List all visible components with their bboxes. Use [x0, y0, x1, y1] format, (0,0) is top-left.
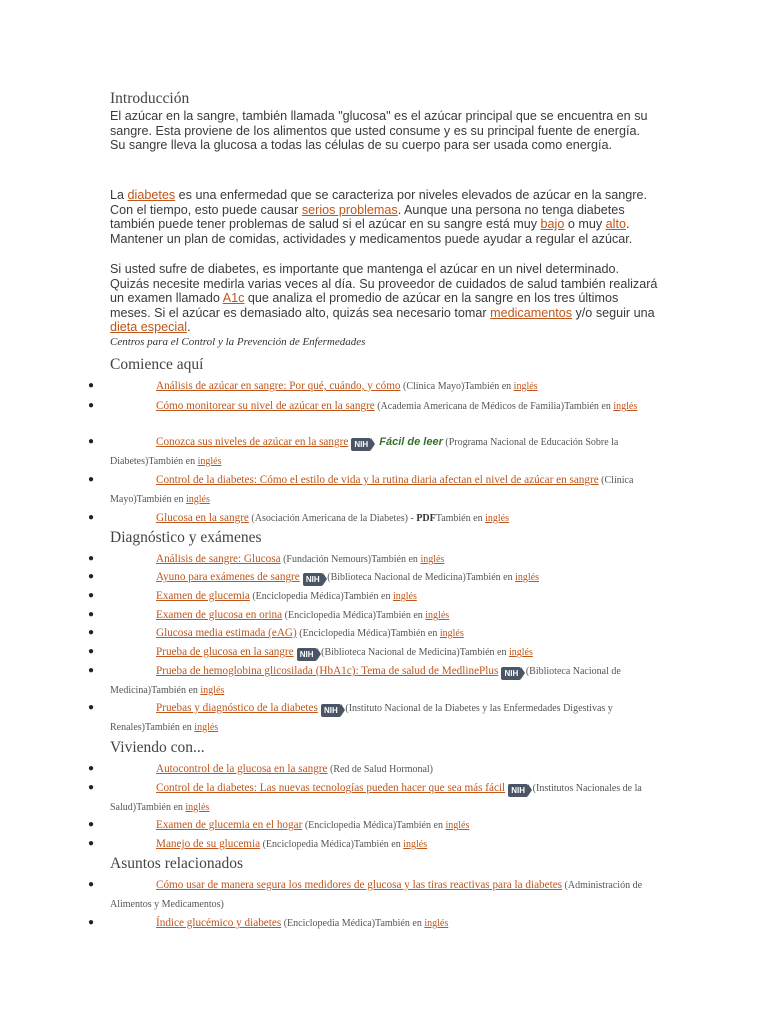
resource-source: (Enciclopedia Médica) — [249, 591, 344, 602]
english-link[interactable]: inglés — [185, 493, 210, 505]
also-in-label: También en — [151, 684, 201, 696]
english-link[interactable]: inglés — [392, 591, 417, 602]
resource-source: (Instituto Nacional de la Diabetes y las Enfermedades Digestivas y Renales) — [110, 703, 613, 733]
resource-source: (Biblioteca Nacional de Medicina) — [110, 666, 621, 696]
resource-source: (Enciclopedia Médica) — [281, 918, 376, 929]
nih-icon: NIH — [303, 573, 323, 586]
nih-icon: NIH — [508, 784, 528, 797]
text: es una enfermedad que se caracteriza por niveles elevados de azúcar en la sangre. Con el tiempo, esto puede causar — [110, 188, 647, 217]
text: o muy — [564, 217, 606, 232]
resource-link[interactable]: Pruebas y diagnóstico de la diabetes — [156, 702, 318, 714]
also-in-label: También en — [465, 572, 516, 583]
list-item — [88, 509, 660, 529]
resource-link[interactable]: Ayuno para exámenes de sangre — [156, 571, 300, 583]
intro-source: Centros para el Control y la Prevención de Enfermedades — [110, 336, 366, 348]
list-item — [88, 587, 660, 607]
list-item — [88, 835, 660, 855]
english-link[interactable]: inglés — [403, 839, 428, 850]
list-item — [88, 699, 660, 737]
nih-icon: NIH — [501, 667, 521, 680]
also-in-label: También en — [343, 591, 393, 602]
bullet: ● — [88, 553, 95, 564]
resource-source: (Enciclopedia Médica) — [260, 839, 354, 850]
also-in-label: También en — [396, 820, 446, 831]
english-link[interactable]: inglés — [445, 820, 470, 831]
also-in-label: También en — [459, 647, 509, 658]
also-in-label: También en — [136, 801, 186, 813]
also-in-label: También en — [353, 839, 404, 850]
list-item — [88, 433, 660, 471]
link-a1c[interactable]: A1c — [222, 291, 245, 306]
list-item — [88, 760, 660, 780]
bullet: ● — [88, 380, 95, 391]
resource-link[interactable]: Índice glucémico y diabetes — [156, 917, 282, 929]
resource-link[interactable]: Manejo de su glucemia — [156, 838, 261, 850]
english-link[interactable]: inglés — [485, 513, 509, 524]
english-link[interactable]: inglés — [420, 554, 445, 565]
section-heading-asuntos: Asuntos relacionados — [110, 855, 244, 872]
bullet: ● — [88, 879, 95, 890]
bullet: ● — [88, 763, 95, 774]
resource-source: (Asociación Americana de la Diabetes) - — [248, 513, 417, 524]
text: . Mantener un plan de comidas, actividades y medicamentos puede ayudar a regular el azúcar. — [110, 217, 633, 246]
list-item — [88, 471, 660, 509]
resource-link[interactable]: Prueba de glucosa en la sangre — [156, 646, 294, 658]
resource-link[interactable]: Cómo usar de manera segura los medidores de glucosa y las tiras reactivas para la diabetes — [156, 879, 563, 891]
link-dieta-especial[interactable]: dieta especial — [110, 320, 188, 335]
also-in-label: También en — [390, 628, 440, 639]
resource-source: (Enciclopedia Médica) — [296, 628, 391, 639]
list-item — [88, 550, 660, 570]
text: que analiza el promedio de azúcar en la sangre en los tres últimos meses. Si el azúcar es demasiado alto, quizás sea necesario tomar — [110, 291, 619, 320]
link-bajo[interactable]: bajo — [540, 217, 565, 232]
english-link[interactable]: inglés — [613, 401, 638, 412]
text: . — [187, 320, 191, 335]
resource-link[interactable]: Autocontrol de la glucosa en la sangre — [156, 763, 328, 775]
bullet: ● — [88, 838, 95, 849]
resource-link[interactable]: Prueba de hemoglobina glicosilada (HbA1c): Tema de salud de MedlinePlus — [156, 665, 499, 677]
bullet: ● — [88, 436, 95, 447]
english-link[interactable]: inglés — [439, 628, 464, 639]
resource-link[interactable]: Examen de glucemia — [156, 590, 250, 602]
list-item — [88, 662, 660, 700]
list-item — [88, 624, 660, 644]
list-item — [88, 568, 660, 588]
english-link[interactable]: inglés — [197, 455, 222, 467]
bullet: ● — [88, 702, 95, 713]
nih-icon: NIH — [351, 438, 371, 451]
text: . Aunque una persona no tenga diabetes también puede tener problemas de salud si el azúcar en su sangre está muy — [110, 202, 625, 232]
section-heading-diagnostico: Diagnóstico y exámenes — [110, 529, 262, 546]
resource-source: (Red de Salud Hormonal) — [327, 764, 434, 775]
list-item — [88, 397, 660, 417]
bullet: ● — [88, 474, 95, 485]
also-in-label: También en — [145, 721, 195, 733]
english-link[interactable]: inglés — [185, 801, 210, 813]
list-item — [88, 779, 660, 817]
section-heading-comience: Comience aquí — [110, 356, 204, 373]
resource-source: (Enciclopedia Médica) — [282, 610, 376, 621]
bullet: ● — [88, 571, 95, 582]
also-in-label: También en — [136, 493, 186, 505]
link-diabetes[interactable]: diabetes — [127, 188, 176, 202]
list-item — [88, 377, 660, 397]
bullet: ● — [88, 646, 95, 657]
also-in-label: También en — [464, 381, 514, 392]
also-in-label: También en — [148, 455, 198, 467]
intro-paragraph-3 — [110, 262, 658, 335]
resource-link[interactable]: Examen de glucemia en el hogar — [156, 819, 303, 831]
bullet: ● — [88, 819, 95, 830]
also-in-label: También en — [564, 401, 614, 412]
english-link[interactable]: inglés — [424, 918, 449, 929]
pdf-label: PDF — [416, 513, 436, 524]
resource-link[interactable]: Examen de glucosa en orina — [156, 609, 283, 621]
text: La — [110, 188, 128, 202]
resource-link[interactable]: Análisis de azúcar en sangre: Por qué, cuándo, y cómo — [156, 380, 401, 392]
resource-link[interactable]: Conozca sus niveles de azúcar en la sangre — [156, 436, 349, 448]
english-link[interactable]: inglés — [515, 572, 539, 583]
also-in-label: También en — [371, 554, 421, 565]
resource-source: (Enciclopedia Médica) — [302, 820, 397, 831]
resource-source: (Programa Nacional de Educación Sobre la Diabetes) — [110, 437, 619, 467]
also-in-label: También en — [435, 513, 486, 524]
resource-source: (Clínica Mayo) — [400, 381, 465, 392]
english-link[interactable]: inglés — [508, 647, 533, 658]
resource-source: (Clínica Mayo) — [110, 475, 634, 505]
also-in-label: También en — [375, 610, 426, 621]
english-link[interactable]: inglés — [194, 721, 219, 733]
resource-source: (Biblioteca Nacional de Medicina) — [324, 572, 466, 583]
link-serios-problemas[interactable]: serios problemas — [301, 202, 398, 217]
text: Si usted sufre de diabetes, es importante que mantenga el azúcar en un nivel determinado. Quizás necesite medirla varias veces al día. Su proveedor de cuidados de salud también realizará un examen llamado — [110, 262, 658, 306]
resource-link[interactable]: Glucosa en la sangre — [156, 512, 249, 524]
list-item — [88, 876, 660, 914]
easy-to-read-label: Fácil de leer — [379, 436, 443, 448]
english-link[interactable]: inglés — [200, 684, 225, 696]
bullet: ● — [88, 665, 95, 676]
intro-heading: Introducción — [110, 90, 190, 107]
also-in-label: También en — [375, 918, 425, 929]
bullet: ● — [88, 917, 95, 928]
resource-link[interactable]: Análisis de sangre: Glucosa — [156, 553, 281, 565]
resource-source: (Fundación Nemours) — [280, 554, 372, 565]
bullet: ● — [88, 512, 95, 523]
intro-paragraph-2 — [110, 188, 658, 246]
resource-link[interactable]: Cómo monitorear su nivel de azúcar en la sangre — [156, 400, 375, 412]
bullet: ● — [88, 400, 95, 411]
resource-source: (Academia Americana de Médicos de Familia) — [374, 401, 565, 412]
text: y/o seguir una — [572, 305, 655, 320]
bullet: ● — [88, 609, 95, 620]
bullet: ● — [88, 627, 95, 638]
resource-link[interactable]: Control de la diabetes: Las nuevas tecnologías pueden hacer que sea más fácil — [156, 782, 506, 794]
intro-paragraph-1: El azúcar en la sangre, también llamada "glucosa" es el azúcar principal que se encuentra en su sangre. Esta proviene de los alimentos que usted consume y es su principal fuente de energía. Su sangre lleva la glucosa a todas las células de su cuerpo para ser usada como energía. — [110, 109, 648, 153]
resource-source: (Institutos Nacionales de la Salud) — [110, 783, 642, 813]
english-link[interactable]: inglés — [513, 381, 538, 392]
resource-source: (Biblioteca Nacional de Medicina) — [318, 647, 460, 658]
bullet: ● — [88, 782, 95, 793]
nih-icon: NIH — [321, 704, 341, 717]
bullet: ● — [88, 590, 95, 601]
link-medicamentos[interactable]: medicamentos — [490, 305, 573, 320]
list-item — [88, 816, 660, 836]
list-item — [88, 606, 660, 626]
resource-source: (Administración de Alimentos y Medicamentos) — [110, 880, 643, 910]
list-item — [88, 643, 660, 663]
nih-icon: NIH — [297, 648, 317, 661]
resource-link[interactable]: Control de la diabetes: Cómo el estilo de vida y la rutina diaria afectan el nivel de azúcar en sangre — [156, 474, 599, 486]
link-alto[interactable]: alto — [605, 217, 626, 232]
resource-link[interactable]: Glucosa media estimada (eAG) — [156, 627, 297, 639]
section-heading-viviendo: Viviendo con... — [110, 739, 205, 756]
list-item — [88, 914, 660, 934]
english-link[interactable]: inglés — [425, 610, 450, 621]
